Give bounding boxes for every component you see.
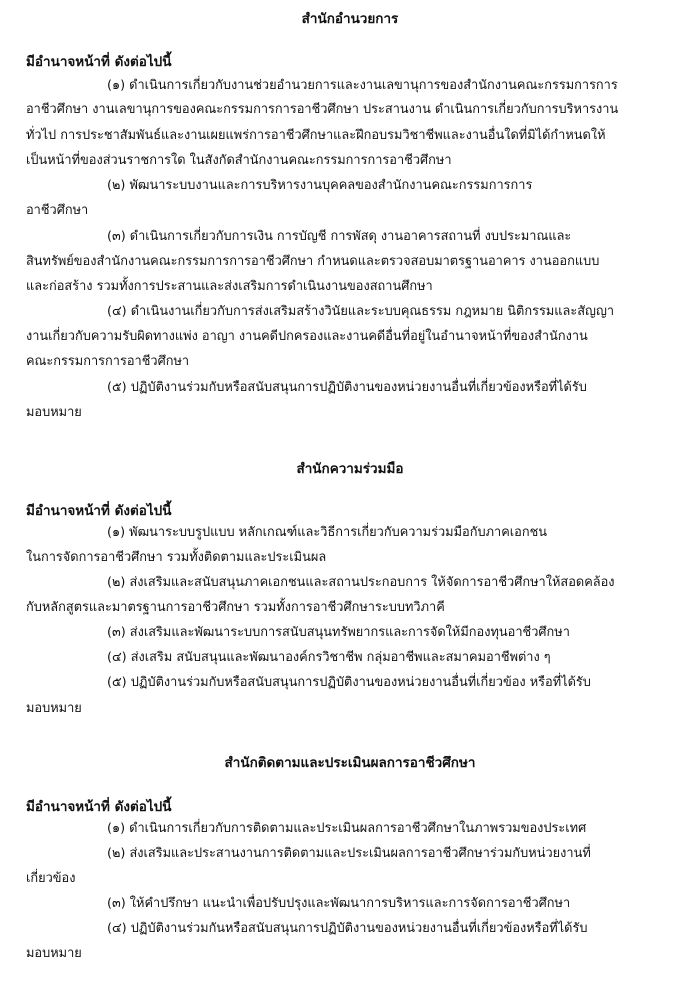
item-line: (๓) ให้คำปรึกษา แนะนำเพื่อปรับปรุงและพัฒนาการบริหารและการจัดการอาชีวศึกษา: [107, 896, 571, 911]
item-line: อาชีวศึกษา งานเลขานุการของคณะกรรมการการอาชีวศึกษา ประสานงาน ดำเนินการเกี่ยวกับการบริหารงาน: [26, 102, 619, 117]
item-line: (๑) พัฒนาระบบรูปแบบ หลักเกณฑ์และวิธีการเกี่ยวกับความร่วมมือกับภาคเอกชน: [107, 525, 548, 540]
item-line: (๒) พัฒนาระบบงานและการบริหารงานบุคคลของสำนักงานคณะกรรมการการ: [107, 178, 533, 193]
item-line: (๒) ส่งเสริมและสนับสนุนภาคเอกชนและสถานประกอบการ ให้จัดการอาชีวศึกษาให้สอดคล้อง: [107, 575, 615, 590]
item-line: (๔) ส่งเสริม สนับสนุนและพัฒนาองค์กรวิชาชีพ กลุ่มอาชีพและสมาคมอาชีพต่าง ๆ: [107, 650, 551, 665]
item-line: (๒) ส่งเสริมและประสานงานการติดตามและประเมินผลการอาชีวศึกษาร่วมกับหน่วยงานที่: [107, 846, 591, 861]
item-line: กับหลักสูตรและมาตรฐานการอาชีวศึกษา รวมทั้งการอาชีวศึกษาระบบทวิภาคี: [26, 600, 445, 615]
item-line: คณะกรรมการการอาชีวศึกษา: [26, 354, 190, 369]
item-line: (๑) ดำเนินการเกี่ยวกับงานช่วยอำนวยการและงานเลขานุการของสำนักงานคณะกรรมการการ: [107, 78, 618, 93]
item-line: มอบหมาย: [26, 946, 82, 961]
item-line: (๔) ดำเนินงานเกี่ยวกับการส่งเสริมสร้างวินัยและระบบคุณธรรม กฎหมาย นิติกรรมและสัญญา: [107, 304, 615, 319]
item-line: (๓) ส่งเสริมและพัฒนาระบบการสนับสนุนทรัพยากรและการจัดให้มีกองทุนอาชีวศึกษา: [107, 625, 570, 640]
item-line: เป็นหน้าที่ของส่วนราชการใด ในสังกัดสำนักงานคณะกรรมการการอาชีวศึกษา: [26, 153, 452, 168]
item-line: มอบหมาย: [26, 701, 82, 716]
duty-heading: มีอำนาจหน้าที่ ดังต่อไปนี้: [26, 503, 172, 519]
section-title: สำนักความร่วมมือ: [296, 461, 404, 477]
item-line: (๔) ปฏิบัติงานร่วมกันหรือสนับสนุนการปฏิบัติงานของหน่วยงานอื่นที่เกี่ยวข้องหรือที่ได้รับ: [107, 921, 588, 936]
item-line: สินทรัพย์ของสำนักงานคณะกรรมการการอาชีวศึกษา กำหนดและตรวจสอบมาตรฐานอาคาร งานออกแบบ: [26, 254, 600, 269]
item-line: งานเกี่ยวกับความรับผิดทางแพ่ง อาญา งานคดีปกครองและงานคดีอื่นที่อยู่ในอำนาจหน้าที่ของสำนักงาน: [26, 329, 588, 344]
duty-heading: มีอำนาจหน้าที่ ดังต่อไปนี้: [26, 799, 172, 815]
item-line: (๓) ดำเนินการเกี่ยวกับการเงิน การบัญชี การพัสดุ งานอาคารสถานที่ งบประมาณและ: [107, 229, 572, 244]
item-line: ในการจัดการอาชีวศึกษา รวมทั้งติดตามและประเมินผล: [26, 550, 327, 565]
item-line: (๕) ปฏิบัติงานร่วมกับหรือสนับสนุนการปฏิบัติงานของหน่วยงานอื่นที่เกี่ยวข้อง หรือที่ได้รับ: [107, 675, 591, 690]
item-line: (๑) ดำเนินการเกี่ยวกับการติดตามและประเมินผลการอาชีวศึกษาในภาพรวมของประเทศ: [107, 821, 587, 836]
item-line: อาชีวศึกษา: [26, 203, 89, 218]
item-line: มอบหมาย: [26, 405, 82, 420]
section-title: สำนักติดตามและประเมินผลการอาชีวศึกษา: [224, 755, 476, 771]
section-title: สำนักอำนวยการ: [301, 11, 399, 27]
item-line: เกี่ยวข้อง: [26, 871, 76, 886]
item-line: ทั่วไป การประชาสัมพันธ์และงานเผยแพร่การอาชีวศึกษาและฝึกอบรมวิชาชีพและงานอื่นใดที่มิได้กำหนดให้: [26, 128, 606, 143]
item-line: และก่อสร้าง รวมทั้งการประสานและส่งเสริมการดำเนินงานของสถานศึกษา: [26, 279, 433, 294]
item-line: (๕) ปฏิบัติงานร่วมกับหรือสนับสนุนการปฏิบัติงานของหน่วยงานอื่นที่เกี่ยวข้องหรือที่ได้รับ: [107, 380, 587, 395]
duty-heading: มีอำนาจหน้าที่ ดังต่อไปนี้: [26, 54, 172, 70]
